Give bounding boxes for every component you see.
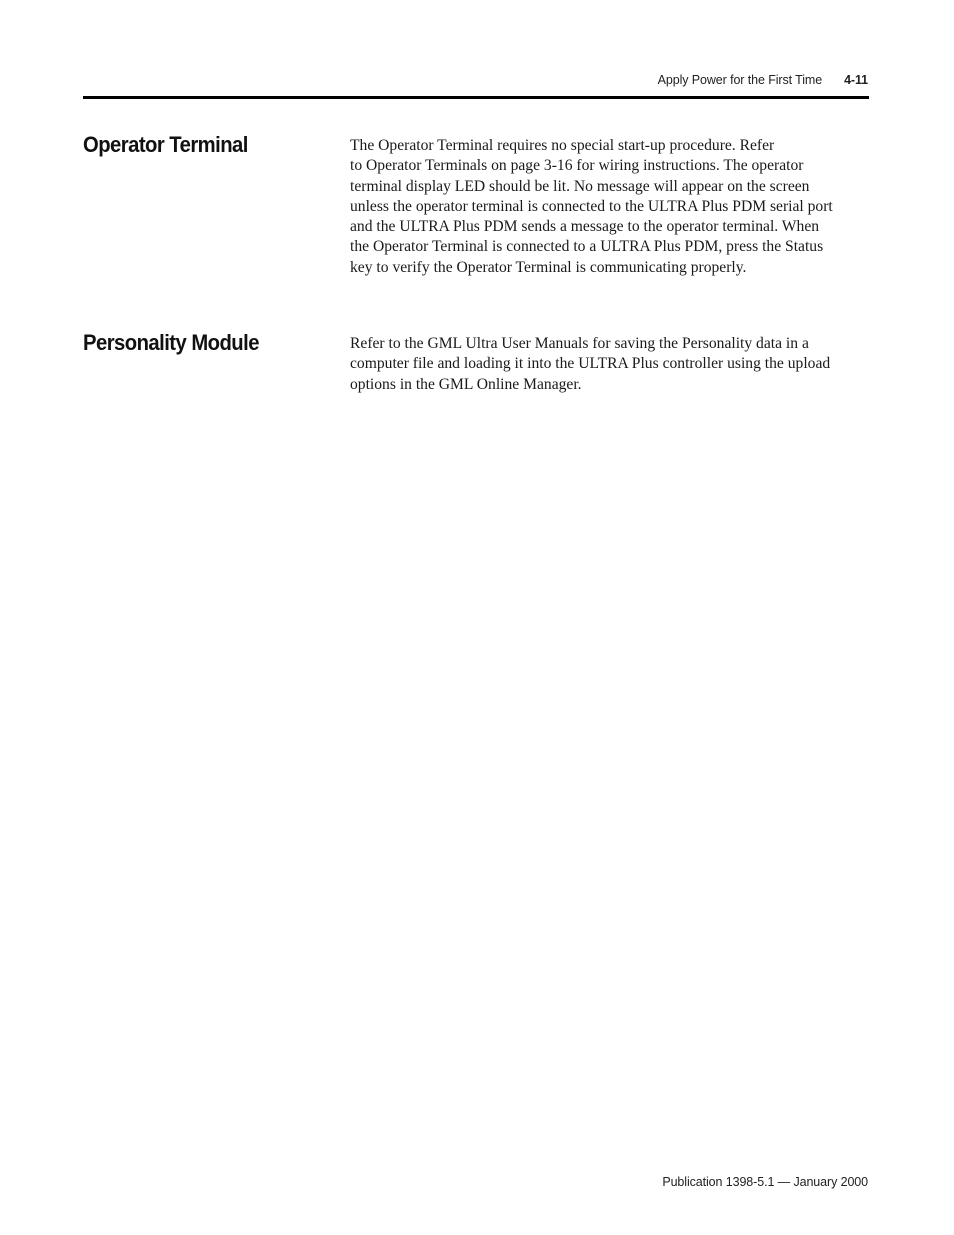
running-header — [658, 73, 868, 87]
page-number: 4-11 — [844, 73, 868, 87]
section-heading-personality-module: Personality Module — [83, 330, 259, 355]
chapter-title: Apply Power for the First Time — [657, 73, 823, 87]
publication-footer: Publication 1398-5.1 — January 2000 — [662, 1175, 868, 1189]
section-body-personality-module: Refer to the GML Ultra User Manuals for saving the Personality data in a computer file and loading it into the ULTRA Plus controller using the upload options in the GML Online Manager. — [350, 335, 831, 393]
section-heading-operator-terminal: Operator Terminal — [83, 132, 248, 157]
section-body-operator-terminal: The Operator Terminal requires no special start-up procedure. Refer to Operator Terminals on page 3-16 for wiring instructions. The operator terminal display LED should be lit. No message will appear on the screen unless the operator terminal is connected to the ULTRA Plus PDM serial port and the ULTRA Plus PDM sends a message to the operator terminal. When the Operator Terminal is connected to a ULTRA Plus PDM, press the Status key to verify the Operator Terminal is communicating properly. — [350, 137, 833, 276]
header-rule — [83, 96, 869, 99]
